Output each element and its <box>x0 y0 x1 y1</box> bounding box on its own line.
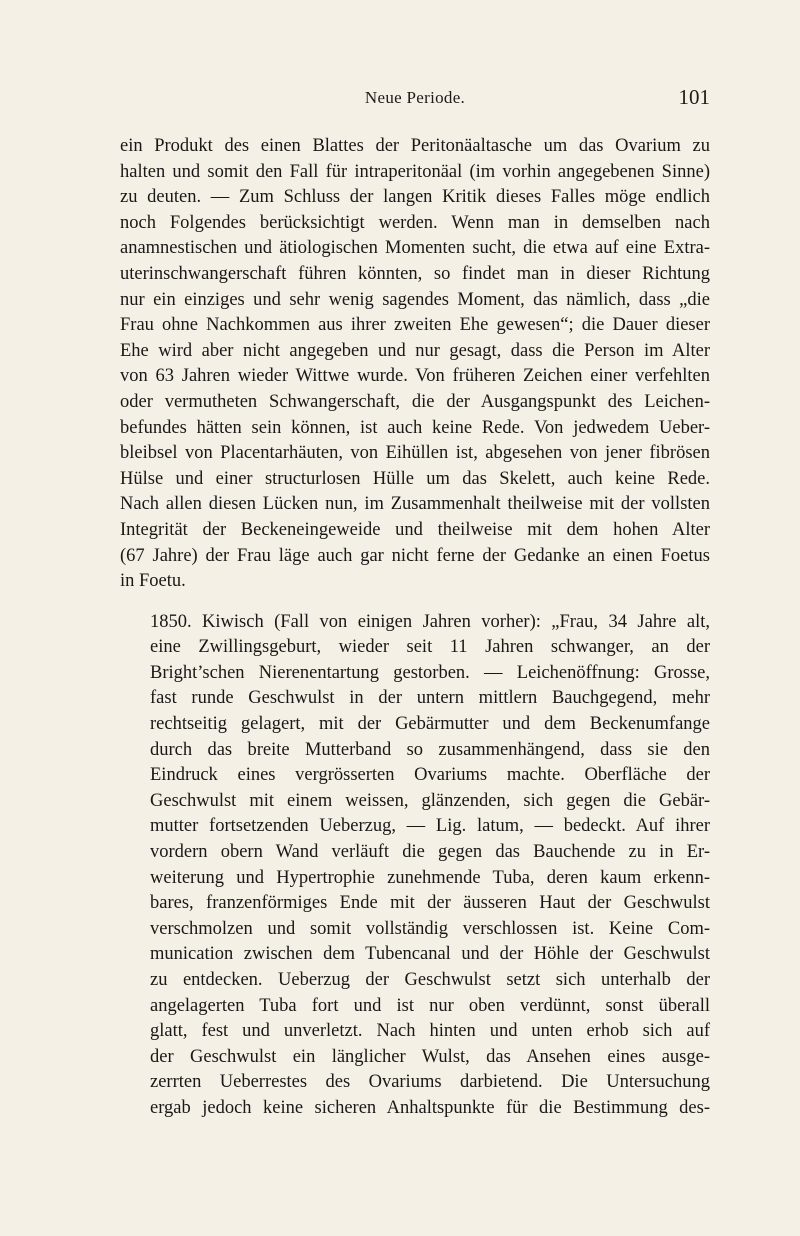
text-line: ein Produkt des einen Blattes der Peritonäaltasche um das Ovarium zu <box>120 136 710 156</box>
text-line: ergab jedoch keine sicheren Anhaltspunkte für die Bestimmung des- <box>150 1097 710 1118</box>
text-line: Eindruck eines vergrösserten Ovariums machte. Oberfläche der <box>150 765 710 786</box>
text-line: Integrität der Beckeneingeweide und theilweise mit dem hohen Alter <box>120 519 710 540</box>
text-line: anamnestischen und ätiologischen Momenten sucht, die etwa auf eine Extra- <box>120 238 710 259</box>
text-line: halten und somit den Fall für intraperitonäal (im vorhin angegebenen Sinne) <box>120 161 710 182</box>
running-title: Neue Periode. <box>364 88 466 107</box>
text-line: angelagerten Tuba fort und ist nur oben verdünnt, sonst überall <box>150 995 710 1016</box>
text-line: von 63 Jahren wieder Wittwe wurde. Von früheren Zeichen einer verfehlten <box>120 366 710 387</box>
text-line: Geschwulst mit einem weissen, glänzenden, sich gegen die Gebär- <box>150 790 710 811</box>
text-line: glatt, fest und unverletzt. Nach hinten und unten erhob sich auf <box>150 1021 710 1042</box>
running-head <box>120 85 710 112</box>
text-line: Bright’schen Nierenentartung gestorben. — Leichenöffnung: Grosse, <box>150 662 710 683</box>
paragraph-1 <box>120 134 710 595</box>
body-text <box>120 134 710 1122</box>
text-line: Nach allen diesen Lücken nun, im Zusammenhalt theilweise mit der vollsten <box>120 494 710 515</box>
text-line: 1850. Kiwisch (Fall von einigen Jahren vorher): „Frau, 34 Jahre alt, <box>150 611 710 632</box>
text-line: (67 Jahre) der Frau läge auch gar nicht ferne der Gedanke an einen Foetus <box>120 545 710 566</box>
text-line: munication zwischen dem Tubencanal und der Höhle der Geschwulst <box>150 944 710 965</box>
text-line: befundes hätten sein können, ist auch keine Rede. Von jedwedem Ueber- <box>120 417 710 438</box>
text-line: bleibsel von Placentarhäuten, von Eihüllen ist, abgesehen von jener fibrösen <box>120 443 710 464</box>
text-line: noch Folgendes berücksichtigt werden. Wenn man in demselben nach <box>120 212 710 233</box>
paragraph-case-1850 <box>120 610 710 1122</box>
text-line: verschmolzen und somit vollständig verschlossen ist. Keine Com- <box>150 918 710 939</box>
text-line: zu entdecken. Ueberzug der Geschwulst setzt sich unterhalb der <box>150 970 710 990</box>
text-line: zerrten Ueberrestes des Ovariums darbietend. Die Untersuchung <box>150 1072 710 1093</box>
text-line: Frau ohne Nachkommen aus ihrer zweiten Ehe gewesen“; die Dauer dieser <box>120 315 710 336</box>
page-number: 101 <box>678 85 710 109</box>
text-line: vordern obern Wand verläuft die gegen das Bauchende zu in Er- <box>150 842 710 863</box>
text-line: Hülse und einer structurlosen Hülle um das Skelett, auch keine Rede. <box>120 468 710 489</box>
text-line: eine Zwillingsgeburt, wieder seit 11 Jahren schwanger, an der <box>150 637 710 658</box>
text-line: rechtseitig gelagert, mit der Gebärmutter und dem Beckenumfange <box>150 714 710 735</box>
text-line: in Foetu. <box>120 571 186 592</box>
text-line: fast runde Geschwulst in der untern mittlern Bauchgegend, mehr <box>150 688 710 709</box>
text-line: der Geschwulst ein länglicher Wulst, das Ansehen eines ausge- <box>150 1046 710 1067</box>
text-line: oder vermutheten Schwangerschaft, die der Ausgangspunkt des Leichen- <box>120 391 710 412</box>
text-line: nur ein einziges und sehr wenig sagendes Moment, das nämlich, dass „die <box>120 289 710 310</box>
text-line: Ehe wird aber nicht angegeben und nur gesagt, dass die Person im Alter <box>120 340 710 361</box>
text-line: durch das breite Mutterband so zusammenhängend, dass sie den <box>150 739 710 760</box>
text-line: mutter fortsetzenden Ueberzug, — Lig. latum, — bedeckt. Auf ihrer <box>150 816 710 837</box>
text-line: zu deuten. — Zum Schluss der langen Kritik dieses Falles möge endlich <box>120 187 710 208</box>
text-line: uterinschwangerschaft führen könnten, so findet man in dieser Richtung <box>120 263 710 284</box>
text-line: bares, franzenförmiges Ende mit der äusseren Haut der Geschwulst <box>150 893 710 914</box>
text-line: weiterung und Hypertrophie zunehmende Tuba, deren kaum erkenn- <box>150 867 710 888</box>
